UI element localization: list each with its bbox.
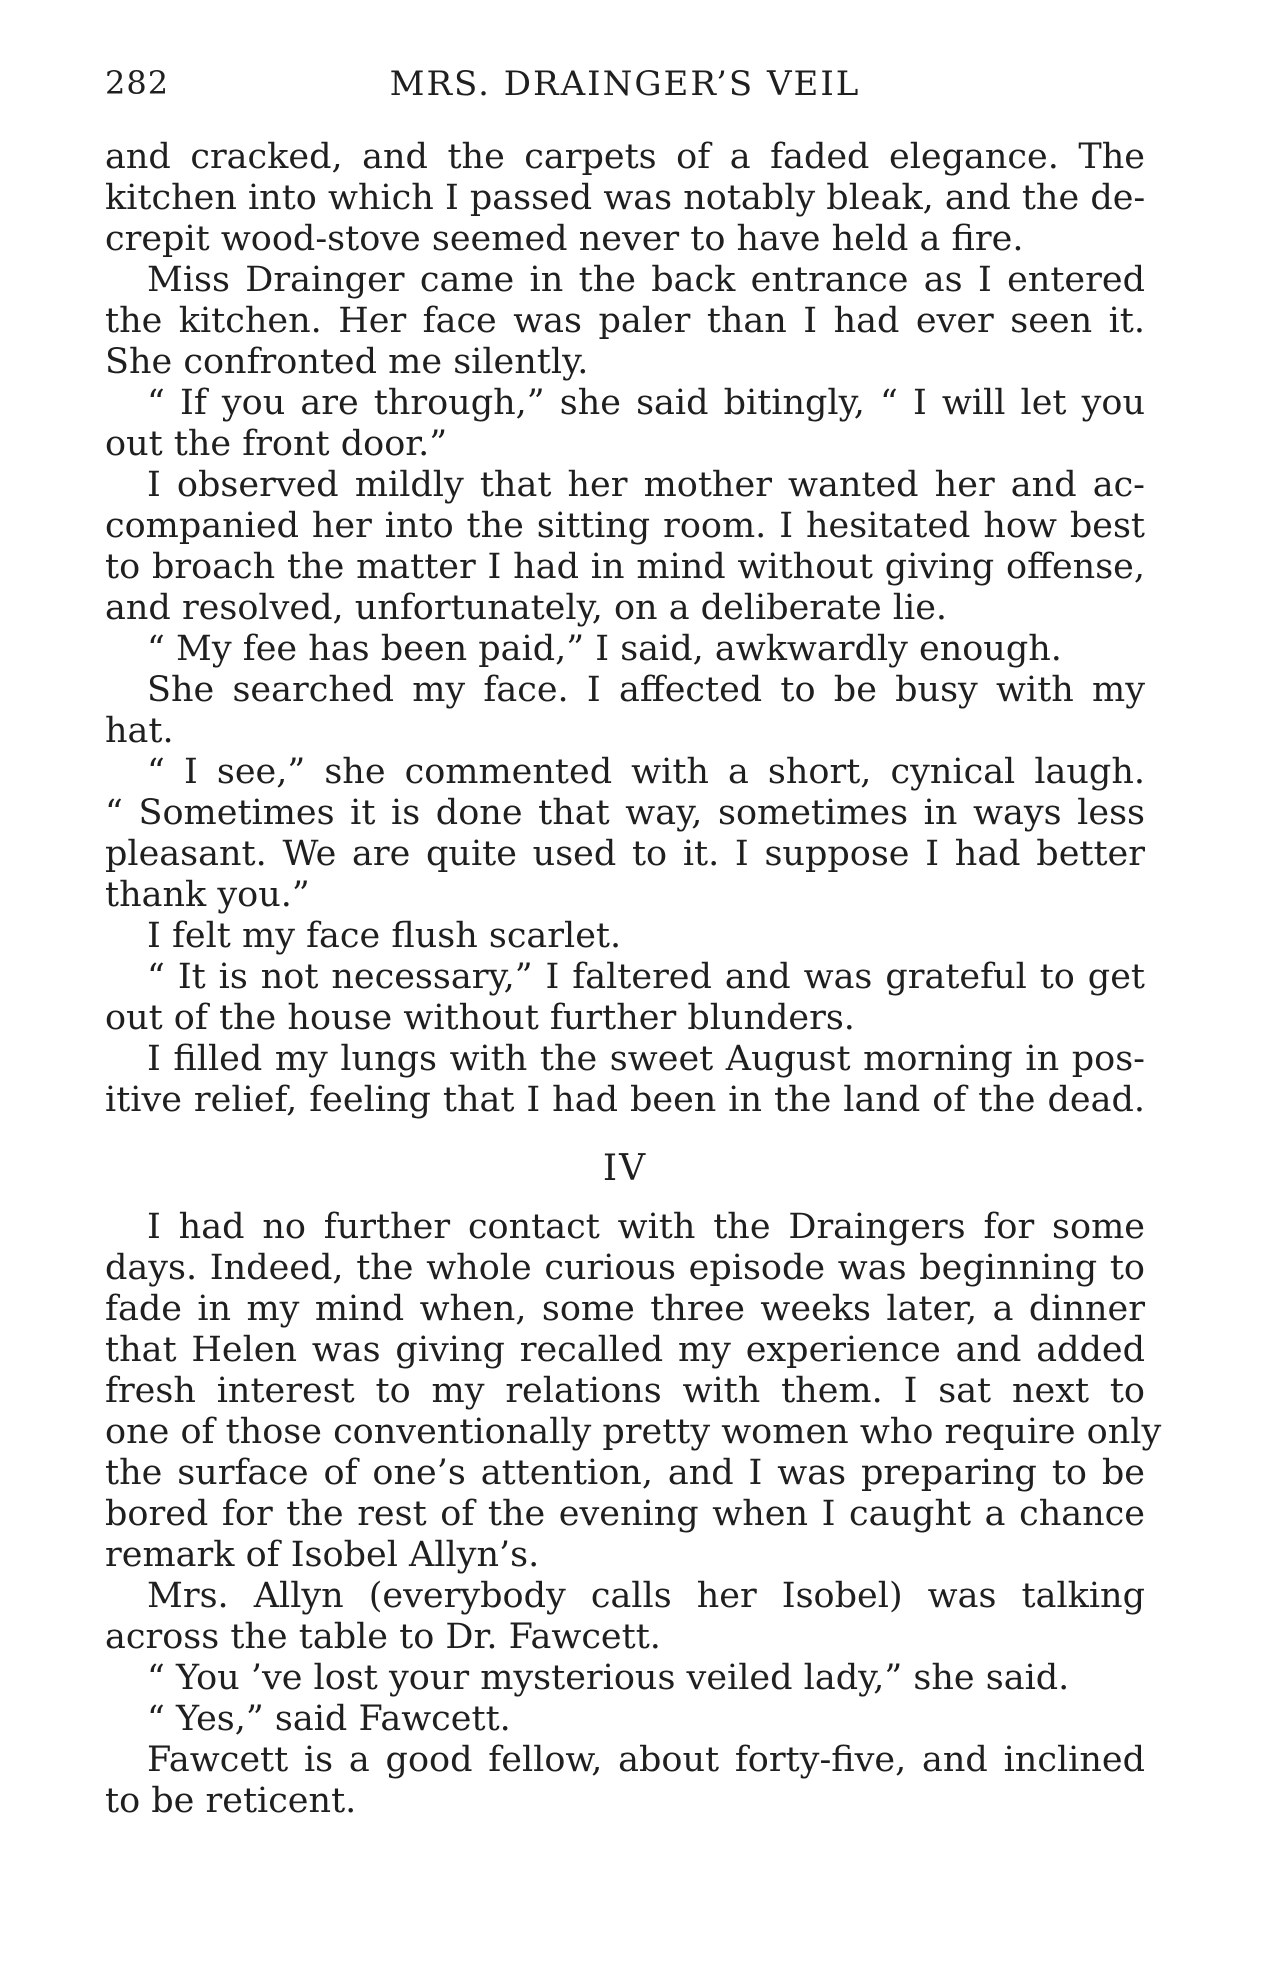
section-heading: IV — [602, 1148, 648, 1189]
text-section-part1 — [105, 137, 1145, 1121]
text-line: “ My fee has been paid,” I said, awkwardly enough. — [147, 629, 1062, 669]
text-line: fresh interest to my relations with them. I sat next to — [105, 1371, 1145, 1411]
running-head — [105, 64, 1145, 124]
text-line: the surface of one’s attention, and I was preparing to be — [105, 1453, 1145, 1493]
text-line: She searched my face. I affected to be busy with my — [147, 670, 1145, 710]
text-line: She confronted me silently. — [105, 342, 589, 382]
text-line: I felt my face flush scarlet. — [147, 916, 622, 956]
text-line: “ Yes,” said Fawcett. — [147, 1699, 511, 1739]
text-line: I had no further contact with the Draingers for some — [147, 1207, 1145, 1247]
text-line: out the front door.” — [105, 424, 448, 464]
text-line: the kitchen. Her face was paler than I had ever seen it. — [105, 301, 1145, 341]
text-line: to be reticent. — [105, 1781, 357, 1821]
text-line: companied her into the sitting room. I hesitated how best — [105, 506, 1145, 546]
text-line: bored for the rest of the evening when I caught a chance — [105, 1494, 1145, 1534]
text-section-part2 — [105, 1207, 1162, 1822]
text-line: I filled my lungs with the sweet August morning in pos- — [147, 1039, 1145, 1079]
text-line: itive relief, feeling that I had been in the land of the dead. — [105, 1080, 1145, 1120]
text-line: remark of Isobel Allyn’s. — [105, 1535, 540, 1575]
text-line: crepit wood-stove seemed never to have held a fire. — [105, 219, 1024, 259]
text-line: Mrs. Allyn (everybody calls her Isobel) was talking — [147, 1576, 1145, 1616]
text-line: days. Indeed, the whole curious episode was beginning to — [105, 1248, 1145, 1288]
page-number: 282 — [105, 64, 170, 102]
text-line: Fawcett is a good fellow, about forty-five, and inclined — [147, 1740, 1145, 1780]
text-line: “ I see,” she commented with a short, cynical laugh. — [147, 752, 1145, 792]
text-line: thank you.” — [105, 875, 310, 915]
text-line: “ If you are through,” she said bitingly, “ I will let you — [147, 383, 1145, 423]
text-line: to broach the matter I had in mind without giving offense, — [105, 547, 1145, 587]
text-line: kitchen into which I passed was notably bleak, and the de- — [105, 178, 1146, 218]
text-line: and cracked, and the carpets of a faded elegance. The — [105, 137, 1145, 177]
text-line: “ Sometimes it is done that way, sometimes in ways less — [105, 793, 1145, 833]
text-line: hat. — [105, 711, 174, 751]
text-line: out of the house without further blunders. — [105, 998, 855, 1038]
running-title: MRS. DRAINGER’S VEIL — [389, 64, 861, 104]
text-line: across the table to Dr. Fawcett. — [105, 1617, 661, 1657]
body-text — [105, 137, 1162, 1822]
text-line: fade in my mind when, some three weeks later, a dinner — [105, 1289, 1145, 1329]
text-line: Miss Drainger came in the back entrance as I entered — [147, 260, 1145, 300]
text-line: one of those conventionally pretty women who require only — [105, 1412, 1162, 1452]
text-line: that Helen was giving recalled my experience and added — [105, 1330, 1145, 1370]
text-line: “ You ’ve lost your mysterious veiled lady,” she said. — [147, 1658, 1070, 1698]
text-line: “ It is not necessary,” I faltered and was grateful to get — [147, 957, 1145, 997]
text-line: and resolved, unfortunately, on a deliberate lie. — [105, 588, 948, 628]
text-line: pleasant. We are quite used to it. I suppose I had better — [105, 834, 1145, 874]
text-line: I observed mildly that her mother wanted her and ac- — [147, 465, 1145, 505]
